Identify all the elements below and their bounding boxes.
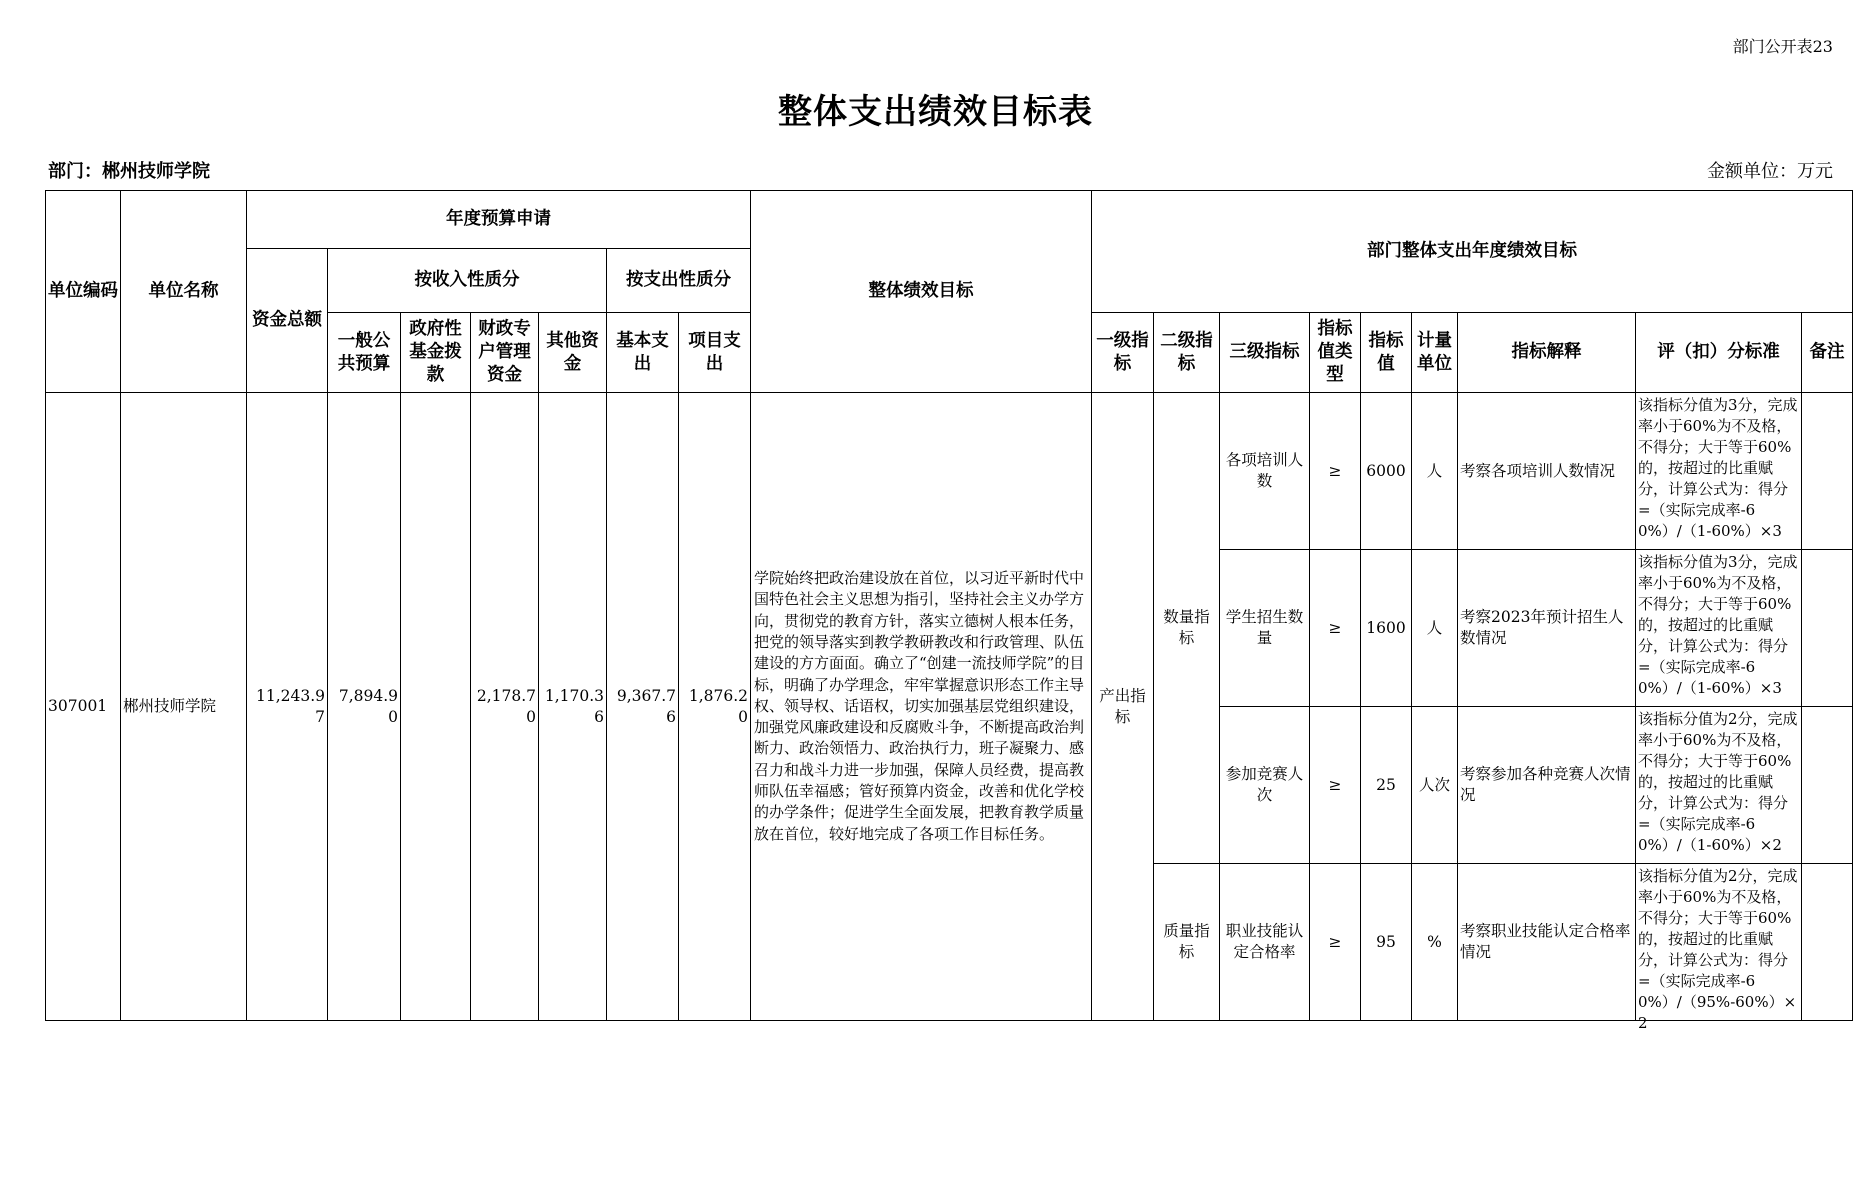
cell-general-budget: 7,894.90	[328, 393, 401, 1021]
cell-total-funds: 11,243.97	[247, 393, 328, 1021]
header-unit-code: 单位编码	[46, 191, 121, 393]
cell-value-type: ≥	[1310, 864, 1361, 1021]
department-label: 部门：郴州技师学院	[48, 161, 210, 182]
cell-level3: 职业技能认定合格率	[1220, 864, 1310, 1021]
performance-table	[45, 190, 1853, 1032]
header-unit: 计量单位	[1412, 313, 1458, 393]
cell-project-expense: 1,876.20	[679, 393, 751, 1021]
scoring-text: 该指标分值为2分，完成率小于60%为不及格，不得分；大于等于60%的，按超过的比重赋分，计算公式为：得分=（实际完成率-60%）/（1-60%）×2	[1638, 710, 1798, 854]
cell-explanation: 考察职业技能认定合格率情况	[1458, 864, 1636, 1021]
cell-explanation: 考察参加各种竞赛人次情况	[1458, 707, 1636, 864]
cell-unit: 人	[1412, 393, 1458, 550]
scoring-text: 该指标分值为3分，完成率小于60%为不及格，不得分；大于等于60%的，按超过的比重赋分，计算公式为：得分=（实际完成率-60%）/（1-60%）×3	[1638, 553, 1798, 697]
cell-scoring	[1636, 707, 1802, 864]
form-number: 部门公开表23	[1732, 37, 1833, 56]
cell-level3: 各项培训人数	[1220, 393, 1310, 550]
header-by-expense: 按支出性质分	[607, 249, 751, 313]
cell-scoring	[1636, 393, 1802, 550]
header-explanation: 指标解释	[1458, 313, 1636, 393]
header-gov-fund: 政府性基金拨款	[401, 313, 471, 393]
header-overall-goal: 整体绩效目标	[751, 191, 1092, 393]
scoring-text: 该指标分值为3分，完成率小于60%为不及格，不得分；大于等于60%的，按超过的比重赋分，计算公式为：得分=（实际完成率-60%）/（1-60%）×3	[1638, 396, 1798, 540]
cell-explanation: 考察各项培训人数情况	[1458, 393, 1636, 550]
header-perf-group: 部门整体支出年度绩效目标	[1092, 191, 1853, 313]
cell-remark	[1802, 707, 1853, 864]
header-by-income: 按收入性质分	[328, 249, 607, 313]
header-value-type: 指标值类型	[1310, 313, 1361, 393]
cell-value-type: ≥	[1310, 393, 1361, 550]
table-row	[46, 393, 1853, 550]
cell-scoring	[1636, 550, 1802, 707]
cell-unit-name: 郴州技师学院	[121, 393, 247, 1021]
cell-value: 1600	[1361, 550, 1412, 707]
cell-unit: 人次	[1412, 707, 1458, 864]
cell-value: 25	[1361, 707, 1412, 864]
cell-value-type: ≥	[1310, 550, 1361, 707]
cell-unit: 人	[1412, 550, 1458, 707]
cell-gov-fund	[401, 393, 471, 1021]
cell-explanation: 考察2023年预计招生人数情况	[1458, 550, 1636, 707]
page-title: 整体支出绩效目标表	[778, 92, 1093, 132]
cell-value-type: ≥	[1310, 707, 1361, 864]
cell-fiscal-special: 2,178.70	[471, 393, 539, 1021]
scoring-text: 该指标分值为2分，完成率小于60%为不及格，不得分；大于等于60%的，按超过的比重赋分，计算公式为：得分=（实际完成率-60%）/（95%-60%）×2	[1638, 867, 1798, 1032]
cell-overall-goal: 学院始终把政治建设放在首位，以习近平新时代中国特色社会主义思想为指引，坚持社会主义办学方向，贯彻党的教育方针，落实立德树人根本任务，把党的领导落实到教学教研教改和行政管理、队伍建设的方方面面。确立了“创建一流技师学院”的目标，明确了办学理念，牢牢掌握意识形态工作主导权、领导权、话语权，切实加强基层党组织建设，加强党风廉政建设和反腐败斗争，不断提高政治判断力、政治领悟力、政治执行力，班子凝聚力、感召力和战斗力进一步加强，保障人员经费，提高教师队伍幸福感；管好预算内资金，改善和优化学校的办学条件；促进学生全面发展，把教育教学质量放在首位，较好地完成了各项工作目标任务。	[751, 393, 1092, 1021]
header-basic-expense: 基本支出	[607, 313, 679, 393]
cell-level1: 产出指标	[1092, 393, 1154, 1021]
header-remark: 备注	[1802, 313, 1853, 393]
header-total-funds: 资金总额	[247, 249, 328, 393]
cell-level2: 数量指标	[1154, 393, 1220, 864]
cell-level3: 参加竞赛人次	[1220, 707, 1310, 864]
cell-unit-code: 307001	[46, 393, 121, 1021]
cell-level3: 学生招生数量	[1220, 550, 1310, 707]
cell-value: 95	[1361, 864, 1412, 1021]
cell-unit: %	[1412, 864, 1458, 1021]
header-level2: 二级指标	[1154, 313, 1220, 393]
cell-remark	[1802, 864, 1853, 1021]
header-general-budget: 一般公共预算	[328, 313, 401, 393]
header-other-funds: 其他资金	[539, 313, 607, 393]
header-scoring: 评（扣）分标准	[1636, 313, 1802, 393]
header-level1: 一级指标	[1092, 313, 1154, 393]
cell-scoring	[1636, 864, 1802, 1032]
currency-unit-label: 金额单位：万元	[1707, 161, 1833, 182]
cell-value: 6000	[1361, 393, 1412, 550]
header-budget-group: 年度预算申请	[247, 191, 751, 249]
header-unit-name: 单位名称	[121, 191, 247, 393]
header-level3: 三级指标	[1220, 313, 1310, 393]
cell-remark	[1802, 550, 1853, 707]
cell-level2: 质量指标	[1154, 864, 1220, 1021]
cell-basic-expense: 9,367.76	[607, 393, 679, 1021]
cell-remark	[1802, 393, 1853, 550]
header-value: 指标值	[1361, 313, 1412, 393]
header-fiscal-special: 财政专户管理资金	[471, 313, 539, 393]
header-project-expense: 项目支出	[679, 313, 751, 393]
cell-other-funds: 1,170.36	[539, 393, 607, 1021]
